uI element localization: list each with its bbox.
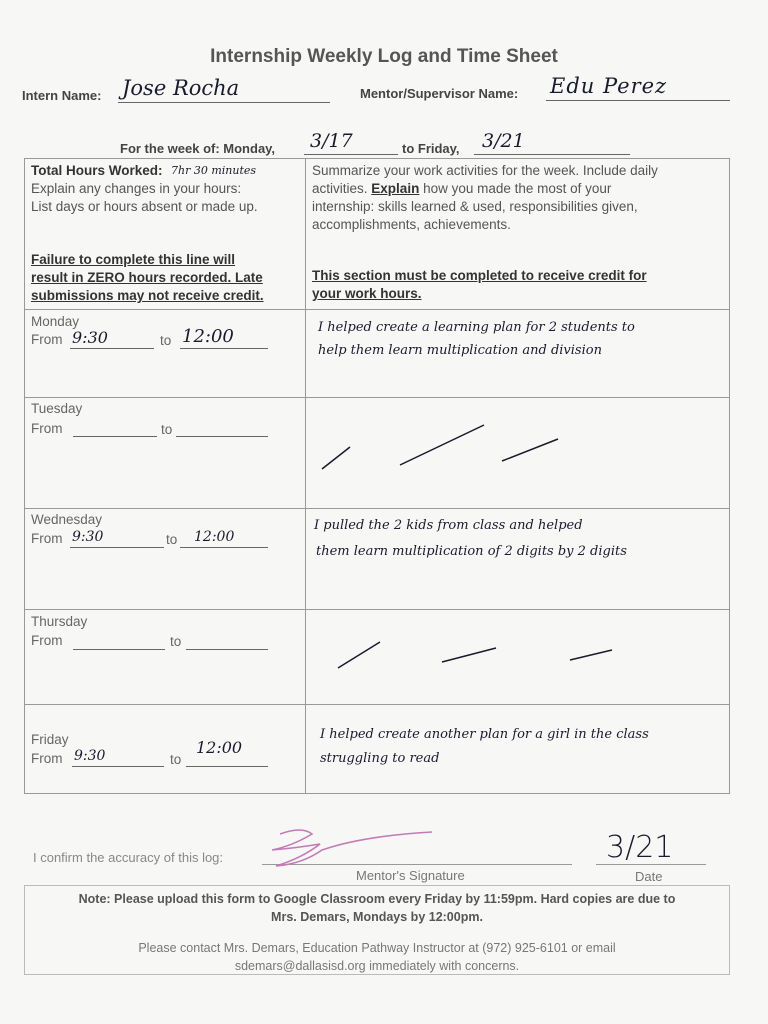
monday-to-field[interactable] (180, 326, 268, 349)
monday-to-value: 12:00 (182, 326, 234, 347)
tuesday-blank-strokes (312, 415, 572, 475)
row-divider (24, 704, 730, 705)
warning-line-1: Failure to complete this line will (31, 252, 236, 267)
tuesday-from-field[interactable] (73, 422, 157, 437)
warning-line-2: result in ZERO hours recorded. Late (31, 270, 263, 285)
page-title: Internship Weekly Log and Time Sheet (210, 46, 558, 67)
week-start-field[interactable] (304, 130, 398, 155)
friday-from-value: 9:30 (74, 748, 106, 764)
to-label: to (160, 333, 172, 348)
summary-warning-2: your work hours. (312, 286, 422, 301)
contact-info (24, 939, 730, 975)
signature-date-value[interactable]: 3/21 (606, 830, 674, 865)
from-label: From (31, 531, 63, 546)
row-divider (24, 397, 730, 398)
absence-instruction: List days or hours absent or made up. (31, 199, 258, 214)
intern-name-label: Intern Name: (22, 88, 102, 103)
tuesday-to-field[interactable] (176, 422, 268, 437)
friday-to-value: 12:00 (196, 738, 243, 757)
friday-summary-line-2[interactable]: struggling to read (320, 751, 440, 766)
week-end-value: 3/21 (482, 130, 525, 152)
total-hours-label: Total Hours Worked: (31, 163, 163, 178)
monday-from-value: 9:30 (72, 328, 108, 347)
summary-instruction-2a: activities. (312, 181, 368, 196)
mentor-signature-label: Mentor's Signature (356, 868, 465, 883)
intern-name-value: Jose Rocha (122, 76, 240, 100)
thursday-from-field[interactable] (73, 635, 165, 650)
friday-to-field[interactable] (186, 738, 268, 767)
intern-name-field[interactable] (118, 76, 330, 103)
column-divider (305, 158, 306, 794)
wednesday-summary-line-1[interactable]: I pulled the 2 kids from class and helped (314, 518, 583, 533)
week-start-value: 3/17 (310, 130, 353, 152)
mentor-name-label: Mentor/Supervisor Name: (360, 86, 519, 101)
hours-change-instruction: Explain any changes in your hours: (31, 181, 242, 196)
from-label: From (31, 332, 63, 347)
monday-from-field[interactable] (70, 328, 154, 349)
contact-line-1: Please contact Mrs. Demars, Education Pathway Instructor at (972) 925-6101 or email (138, 941, 616, 955)
explain-emphasis: Explain (371, 181, 420, 196)
mentor-name-value: Edu Perez (550, 74, 668, 98)
from-label: From (31, 751, 63, 766)
right-header-cell (312, 162, 726, 303)
day-label-monday: Monday (31, 314, 80, 329)
summary-warning-1: This section must be completed to receive credit for (312, 268, 647, 283)
friday-from-field[interactable] (72, 748, 164, 767)
wednesday-to-value: 12:00 (194, 529, 235, 545)
row-divider (24, 508, 730, 509)
wednesday-to-field[interactable] (180, 529, 268, 548)
upload-note-line-1: Note: Please upload this form to Google Classroom every Friday by 11:59pm. Hard copies are due to (78, 892, 676, 906)
week-end-field[interactable] (474, 130, 630, 155)
thursday-to-field[interactable] (186, 635, 268, 650)
confirm-label: I confirm the accuracy of this log: (33, 850, 224, 865)
summary-instruction-2b: how you made the most of your (423, 181, 612, 196)
row-divider (24, 309, 730, 310)
to-label: to (161, 422, 173, 437)
wednesday-from-field[interactable] (70, 529, 164, 548)
upload-note (24, 890, 730, 926)
wednesday-summary-line-2[interactable]: them learn multiplication of 2 digits by 2 digits (316, 544, 627, 559)
to-label: to (170, 634, 182, 649)
left-header-cell (31, 162, 305, 305)
day-label-wednesday: Wednesday (31, 512, 103, 527)
day-label-friday: Friday (31, 732, 69, 747)
summary-instruction-3: internship: skills learned & used, responsibilities given, (312, 199, 638, 214)
warning-line-3: submissions may not receive credit. (31, 288, 264, 303)
summary-instruction-4: accomplishments, achievements. (312, 217, 511, 232)
upload-note-line-2: Mrs. Demars, Mondays by 12:00pm. (271, 910, 483, 924)
to-label: to (166, 532, 178, 547)
row-divider (24, 609, 730, 610)
day-label-tuesday: Tuesday (31, 401, 83, 416)
total-hours-value[interactable]: 7hr 30 minutes (171, 164, 257, 177)
day-label-thursday: Thursday (31, 614, 88, 629)
mentor-name-field[interactable] (546, 76, 730, 101)
wednesday-from-value: 9:30 (72, 529, 104, 545)
from-label: From (31, 421, 63, 436)
friday-summary-line-1[interactable]: I helped create another plan for a girl in the class (320, 727, 649, 742)
monday-summary-line-1[interactable]: I helped create a learning plan for 2 students to (318, 320, 635, 335)
friday-label: to Friday, (402, 141, 460, 156)
thursday-blank-strokes (330, 630, 620, 675)
contact-line-2: sdemars@dallasisd.org immediately with concerns. (234, 959, 520, 973)
monday-summary-line-2[interactable]: help them learn multiplication and division (318, 343, 602, 358)
date-label: Date (635, 869, 663, 884)
week-label: For the week of: Monday, (120, 141, 276, 156)
summary-instruction-1: Summarize your work activities for the week. Include daily (312, 163, 658, 178)
from-label: From (31, 633, 63, 648)
to-label: to (170, 752, 182, 767)
